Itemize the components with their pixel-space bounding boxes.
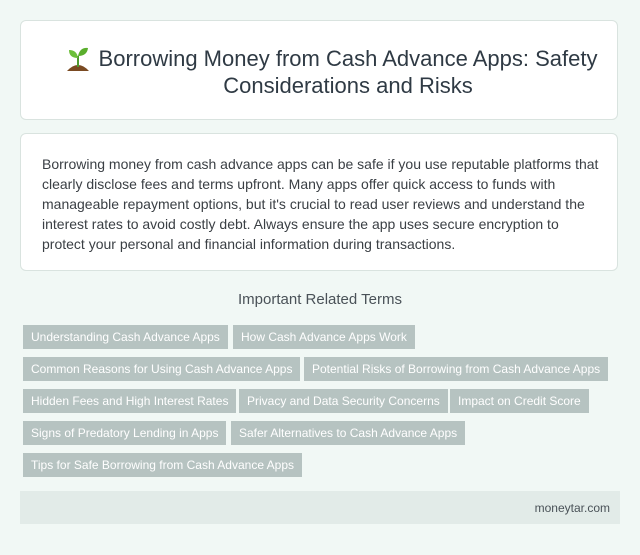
term-tag[interactable]: Tips for Safe Borrowing from Cash Advance Apps (23, 453, 302, 477)
term-tag[interactable]: Common Reasons for Using Cash Advance Apps (23, 357, 300, 381)
term-tag[interactable]: Safer Alternatives to Cash Advance Apps (231, 421, 465, 445)
term-tag[interactable]: Understanding Cash Advance Apps (23, 325, 228, 349)
term-tag[interactable]: How Cash Advance Apps Work (233, 325, 415, 349)
footer-site-name: moneytar.com (534, 501, 610, 515)
related-terms-heading: Important Related Terms (238, 291, 402, 308)
summary-paragraph: Borrowing money from cash advance apps can be safe if you use reputable platforms that clearly disclose fees and terms upfront. Many apps offer quick access to funds with manageable repayment options, but it's crucial to read user reviews and understand the interest rates to avoid costly debt. Always ensure the app uses secure encryption to protect your personal and financial information during transactions. (42, 156, 599, 252)
summary-card (20, 133, 618, 271)
term-tag[interactable]: Impact on Credit Score (450, 389, 589, 413)
page-title: Borrowing Money from Cash Advance Apps: Safety Considerations and Risks (98, 46, 598, 98)
title-card (20, 20, 618, 120)
footer (20, 491, 620, 524)
term-tag[interactable]: Hidden Fees and High Interest Rates (23, 389, 236, 413)
term-tag[interactable]: Privacy and Data Security Concerns (239, 389, 448, 413)
term-tag[interactable]: Potential Risks of Borrowing from Cash Advance Apps (304, 357, 608, 381)
term-tag[interactable]: Signs of Predatory Lending in Apps (23, 421, 226, 445)
sprout-icon (63, 45, 93, 73)
